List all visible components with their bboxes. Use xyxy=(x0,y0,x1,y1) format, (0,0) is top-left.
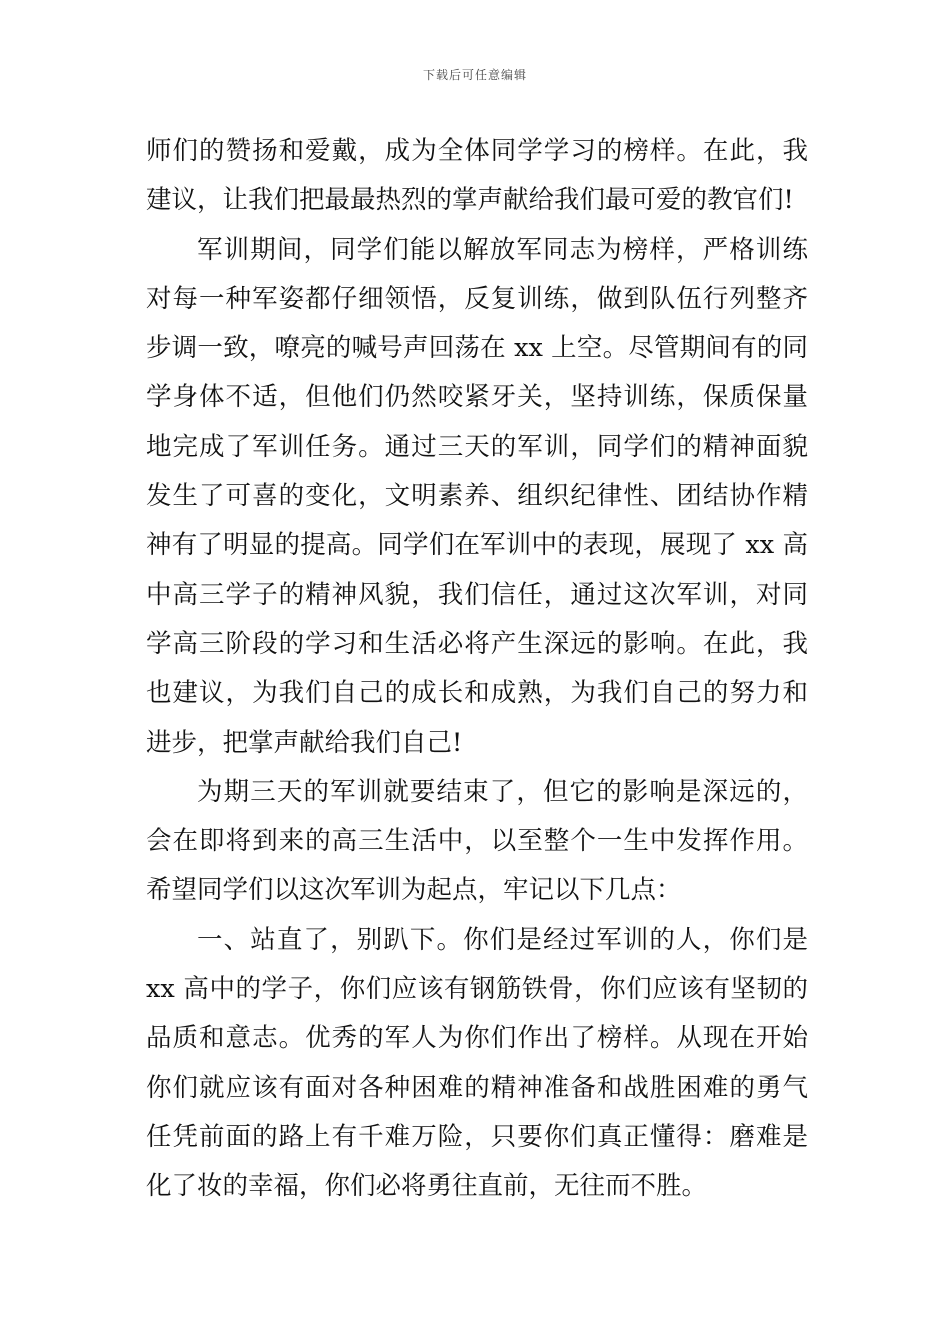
page-header: 下载后可任意编辑 xyxy=(422,68,527,82)
document-body xyxy=(146,127,808,1212)
paragraph-2: 军训期间，同学们能以解放军同志为榜样，严格训练对每一种军姿都仔细领悟，反复训练，做到队伍行列整齐步调一致，嘹亮的喊号声回荡在 xx 上空。尽管期间有的同学身体不适，但他们仍然咬紧牙关，坚持训练，保质保量地完成了军训任务。通过三天的军训，同学们的精神面貌发生了可喜的变化，文明素养、组织纪律性、团结协作精神有了明显的提高。同学们在军训中的表现，展现了 xx 高中高三学子的精神风貌，我们信任，通过这次军训，对同学高三阶段的学习和生活必将产生深远的影响。在此，我也建议，为我们自己的成长和成熟，为我们自己的努力和进步，把掌声献给我们自己! xyxy=(146,234,808,758)
paragraph-3: 为期三天的军训就要结束了，但它的影响是深远的，会在即将到来的高三生活中，以至整个一生中发挥作用。希望同学们以这次军训为起点，牢记以下几点： xyxy=(146,776,808,906)
paragraph-4: 一、站直了，别趴下。你们是经过军训的人，你们是 xx 高中的学子，你们应该有钢筋铁骨，你们应该有坚韧的品质和意志。优秀的军人为你们作出了榜样。从现在开始你们就应该有面对各种困难的精神准备和战胜困难的勇气任凭前面的路上有千难万险，只要你们真正懂得：磨难是化了妆的幸福，你们必将勇往直前，无往而不胜。 xyxy=(146,924,808,1202)
paragraph-1: 师们的赞扬和爱戴，成为全体同学学习的榜样。在此，我建议，让我们把最最热烈的掌声献给我们最可爱的教官们! xyxy=(146,136,808,216)
